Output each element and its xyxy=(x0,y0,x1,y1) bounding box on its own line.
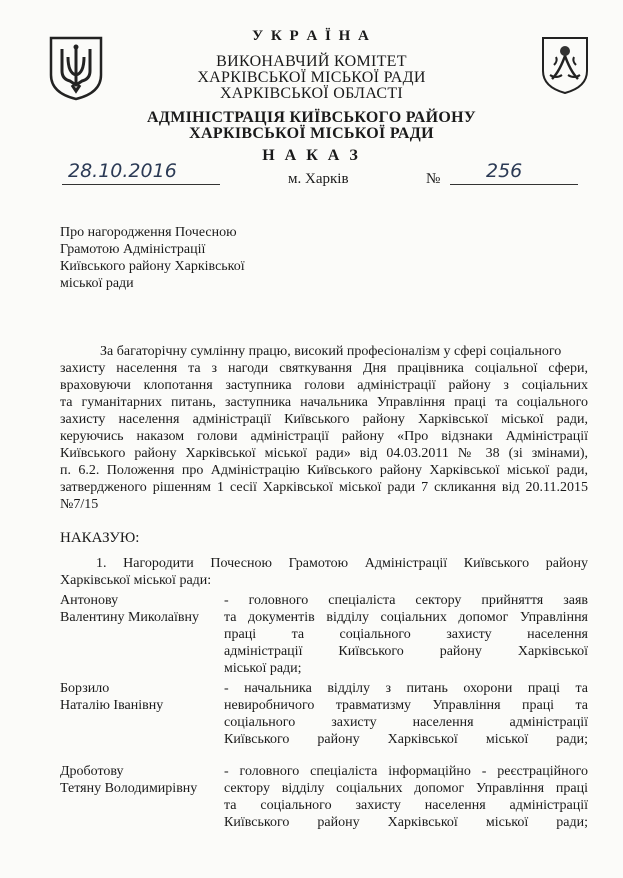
awardee-description-line: сектору відділу соціальних допомог Управління праці xyxy=(224,781,588,796)
subject-line: Про нагородження Почесною xyxy=(60,225,237,240)
committee-line-1: ВИКОНАВЧИЙ КОМІТЕТ xyxy=(216,53,407,70)
subject-line: Київського району Харківської xyxy=(60,259,245,274)
body-line: та гуманітарних питань, заступника начальника Управління праці та соціального xyxy=(60,395,588,410)
awardee-surname: Дроботову xyxy=(60,764,124,779)
awardee-given-name: Наталію Іванівну xyxy=(60,698,164,713)
awardee-description-line: - головного спеціаліста інформаційно - реєстраційного xyxy=(224,764,588,779)
awardee-description-line: та соціального захисту населення адміністрації xyxy=(224,798,588,813)
body-line: п. 6.2. Положення про Адміністрацію Київського району Харківської міської ради, xyxy=(60,463,588,478)
body-line: №7/15 xyxy=(60,497,99,512)
awardee-description-line: невиробничого травматизму Управління праці та xyxy=(224,698,588,713)
doc-type-title: Н А К А З xyxy=(262,147,361,164)
awardee-surname: Борзило xyxy=(60,681,110,696)
awardee-given-name: Валентину Миколаївну xyxy=(60,610,200,625)
awardee-description-line: праці та соціального захисту населення xyxy=(224,627,588,642)
awardee-description-line: Київського району Харківської міської ради; xyxy=(224,732,588,747)
awardee-surname: Антонову xyxy=(60,593,119,608)
date-underline xyxy=(62,184,220,185)
awardee-description-line: та документів відділу соціальних допомог Управління xyxy=(224,610,588,625)
administration-line-2: ХАРКІВСЬКОЇ МІСЬКОЇ РАДИ xyxy=(189,125,434,142)
item-1-line: Харківської міської ради: xyxy=(60,573,212,588)
awardee-description-line: Київського району Харківської міської ради; xyxy=(224,815,588,830)
body-line: враховуючи клопотання заступника голови адміністрації району з соціальних xyxy=(60,378,588,393)
administration-line-1: АДМІНІСТРАЦІЯ КИЇВСЬКОГО РАЙОНУ xyxy=(147,109,476,126)
body-line: За багаторічну сумлінну працю, високий професіоналізм у сфері соціального xyxy=(100,344,562,359)
body-line: захисту населення та з нагоди святкування Дня працівника соціальної сфери, xyxy=(60,361,588,376)
awardee-description-line: адміністрації Київського району Харківської xyxy=(224,644,588,659)
number-label: № xyxy=(426,171,441,187)
order-label: НАКАЗУЮ: xyxy=(60,530,140,546)
handwritten-number: 256 xyxy=(486,160,523,182)
item-1-line: 1. Нагородити Почесною Грамотою Адміністрації Київського району xyxy=(96,556,588,571)
awardee-description-line: - головного спеціаліста сектору прийняття заяв xyxy=(224,593,588,608)
body-line: Київського району Харківської міської ради» від 04.03.2011 № 38 (зі змінами), xyxy=(60,446,588,461)
committee-line-3: ХАРКІВСЬКОЇ ОБЛАСТІ xyxy=(219,85,404,102)
city-label: м. Харків xyxy=(288,171,349,187)
awardee-description-line: - начальника відділу з питань охорони праці та xyxy=(224,681,588,696)
country-title: У К Р А Ї Н А xyxy=(252,28,371,44)
awardee-description-line: міської ради; xyxy=(224,661,302,676)
awardee-given-name: Тетяну Володимирівну xyxy=(60,781,198,796)
body-line: захисту населення адміністрації Київського району Харківської міської ради, xyxy=(60,412,588,427)
awardee-description-line: соціального захисту населення адміністрації xyxy=(224,715,588,730)
subject-line: міської ради xyxy=(60,276,134,291)
committee-line-2: ХАРКІВСЬКОЇ МІСЬКОЇ РАДИ xyxy=(197,69,426,86)
body-line: затвердженого рішенням 1 сесії Харківської міської ради 7 скликання від 20.11.2015 xyxy=(60,480,588,495)
handwritten-date: 28.10.2016 xyxy=(68,160,177,182)
subject-line: Грамотою Адміністрації xyxy=(60,242,206,257)
body-line: керуючись наказом голови адміністрації району «Про відзнаки Адміністрації xyxy=(60,429,588,444)
number-underline xyxy=(450,184,578,185)
